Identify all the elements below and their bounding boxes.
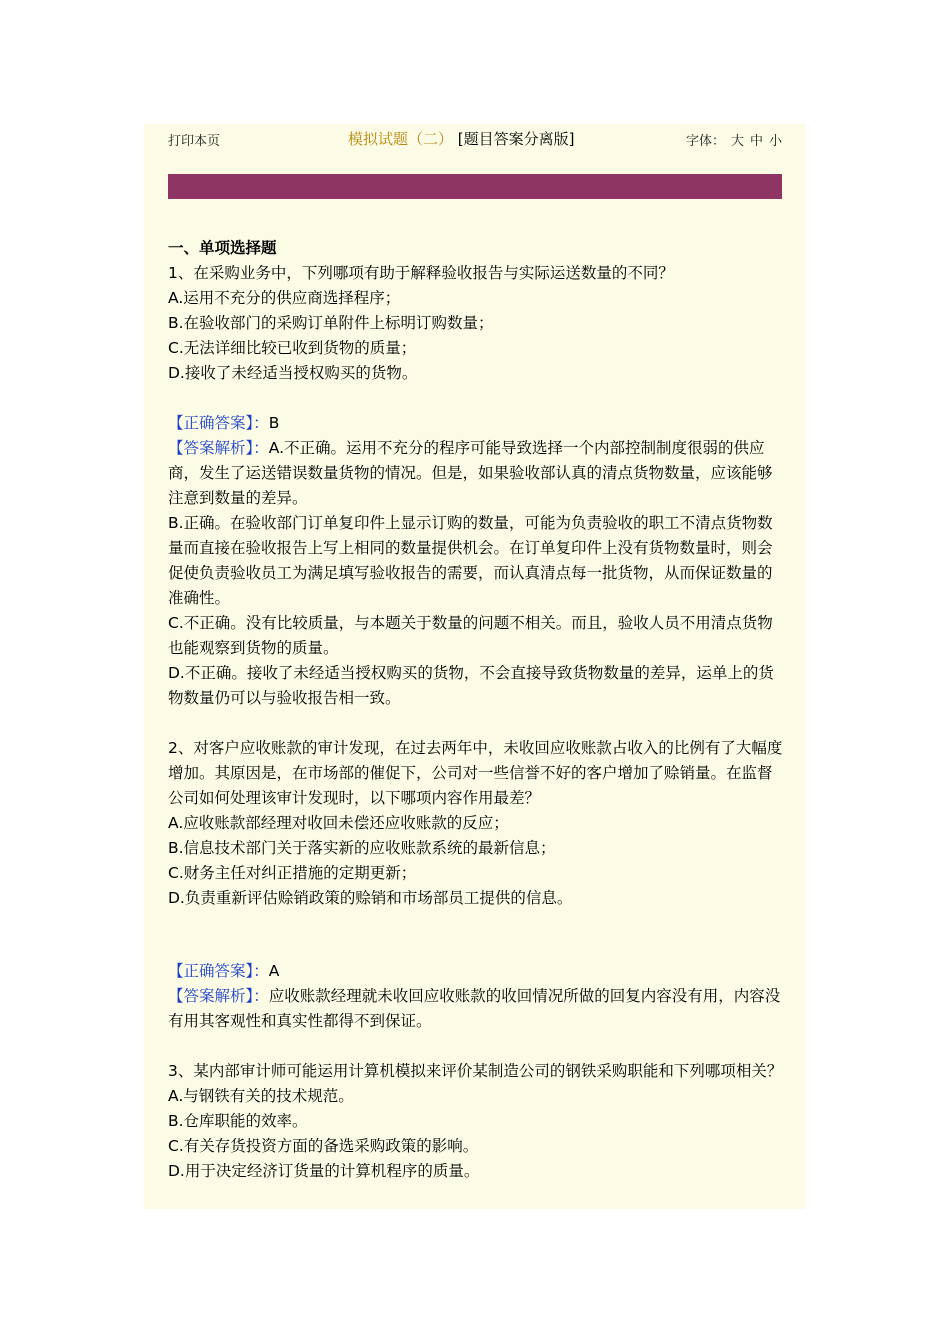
analysis-label: 【答案解析】：: [168, 439, 269, 457]
analysis-line: [168, 984, 784, 1034]
analysis-text: C.不正确。没有比较质量，与本题关于数量的问题不相关。而且，验收人员不用清点货物也能观察到货物的质量。: [168, 614, 773, 657]
font-size-medium[interactable]: 中: [749, 134, 763, 149]
analysis-text: 应收账款经理就未收回应收账款的收回情况所做的回复内容没有用，内容没有用其客观性和真实性都得不到保证。: [168, 987, 781, 1030]
font-size-large[interactable]: 大: [730, 134, 744, 149]
section-title: 一、单项选择题: [168, 239, 277, 257]
analysis-text: B.正确。在验收部门订单复印件上显示订购的数量，可能为负责验收的职工不清点货物数量而直接在验收报告上写上相同的数量提供机会。在订单复印件上没有货物数量时，则会促使负责验收员工为满足填写验收报告的需要，而认真清点每一批货物，从而保证数量的准确性。: [168, 514, 773, 607]
analysis-text: A.不正确。运用不充分的程序可能导致选择一个内部控制制度很弱的供应商，发生了运送错误数量货物的情况。但是，如果验收部认真的清点货物数量，应该能够注意到数量的差异。: [168, 439, 773, 507]
print-link[interactable]: 打印本页: [168, 134, 221, 149]
question-stem: 1、在采购业务中，下列哪项有助于解释验收报告与实际运送数量的不同？: [168, 264, 674, 282]
question-option: D.用于决定经济订货量的计算机程序的质量。: [168, 1162, 480, 1180]
analysis-text: D.不正确。接收了未经适当授权购买的货物，不会直接导致货物数量的差异，运单上的货物数量仍可以与验收报告相一致。: [168, 664, 774, 707]
question-stem: 2、对客户应收账款的审计发现，在过去两年中，未收回应收账款占收入的比例有了大幅度增加。其原因是，在市场部的催促下，公司对一些信誉不好的客户增加了赊销量。在监督公司如何处理该审计发现时，以下哪项内容作用最差？: [168, 739, 783, 807]
question-option: D.负责重新评估赊销政策的赊销和市场部员工提供的信息。: [168, 889, 573, 907]
question-option: A.运用不充分的供应商选择程序；: [168, 289, 401, 307]
question-content: [168, 236, 784, 1184]
answer-line: [168, 411, 784, 436]
question-option: D.接收了未经适当授权购买的货物。: [168, 364, 418, 382]
answer-line: [168, 959, 784, 984]
answer-label: 【正确答案】：: [168, 962, 269, 980]
question-option: B.仓库职能的效率。: [168, 1112, 308, 1130]
answer-value: A: [268, 962, 280, 980]
question-stem: 3、某内部审计师可能运用计算机模拟来评价某制造公司的钢铁采购职能和下列哪项相关？: [168, 1062, 783, 1080]
page-title-sub: [题目答案分离版]: [457, 130, 575, 148]
question-option: B.信息技术部门关于落实新的应收账款系统的最新信息；: [168, 839, 556, 857]
answer-value: B: [268, 414, 280, 432]
question-option: B.在验收部门的采购订单附件上标明订购数量；: [168, 314, 494, 332]
question-option: C.有关存货投资方面的备选采购政策的影响。: [168, 1137, 479, 1155]
font-size-small[interactable]: 小: [768, 134, 782, 149]
question-option: C.财务主任对纠正措施的定期更新；: [168, 864, 417, 882]
header-divider-bar: [168, 174, 782, 199]
answer-label: 【正确答案】：: [168, 414, 269, 432]
question-option: A.与钢铁有关的技术规范。: [168, 1087, 354, 1105]
page-title: [348, 128, 575, 149]
page-title-main: 模拟试题（二）: [348, 130, 454, 148]
analysis-line: [168, 436, 784, 511]
font-size-selector: [686, 130, 782, 149]
question-option: C.无法详细比较已收到货物的质量；: [168, 339, 417, 357]
question-option: A.应收账款部经理对收回未偿还应收账款的反应；: [168, 814, 509, 832]
top-toolbar: [168, 128, 782, 148]
analysis-label: 【答案解析】：: [168, 987, 269, 1005]
font-size-label: 字体：: [685, 134, 725, 149]
